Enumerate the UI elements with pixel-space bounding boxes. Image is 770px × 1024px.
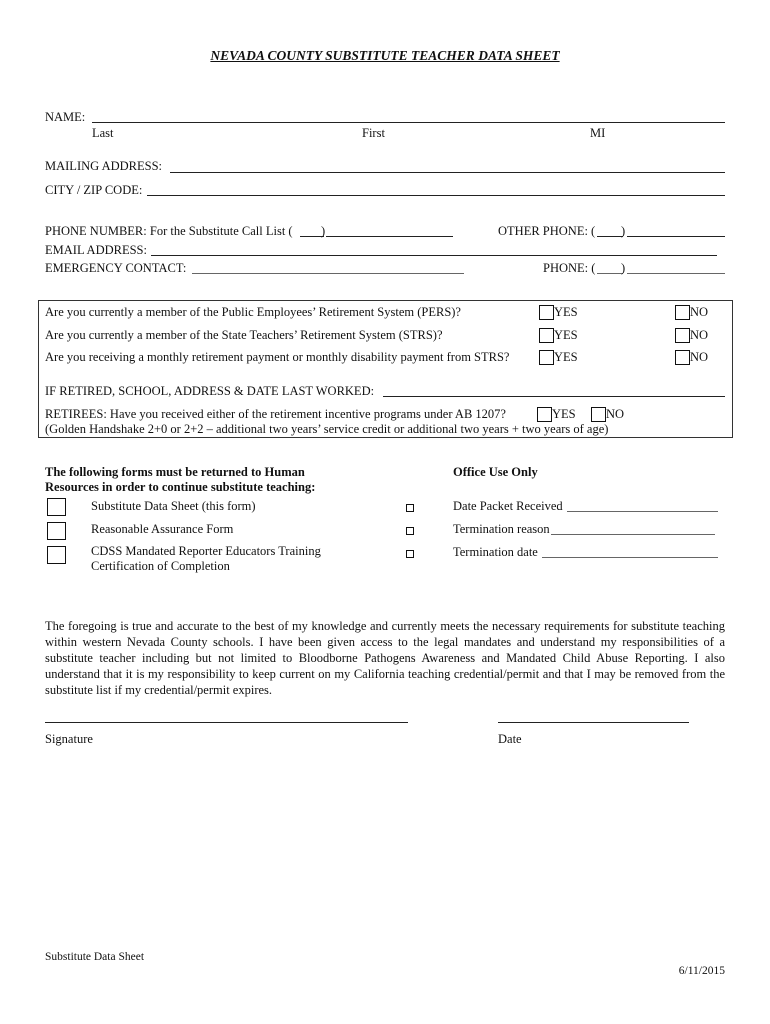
office-termination-date-field[interactable] xyxy=(542,557,718,558)
forms-heading-line2: Resources in order to continue substitute teaching: xyxy=(45,480,316,494)
form-item-checkbox-data-sheet[interactable] xyxy=(47,498,66,516)
phone-number-field[interactable] xyxy=(326,236,453,237)
office-date-received-field[interactable] xyxy=(567,511,718,512)
email-field[interactable] xyxy=(151,255,717,256)
emergency-contact-field[interactable] xyxy=(192,273,464,274)
payment-yes-checkbox[interactable] xyxy=(539,350,554,365)
emergency-phone-area-code-field[interactable] xyxy=(597,273,623,274)
strs-no-label: NO xyxy=(690,328,709,342)
other-phone-area-code-field[interactable] xyxy=(597,236,623,237)
retirees-no-label: NO xyxy=(606,407,625,421)
retired-info-field[interactable] xyxy=(383,396,725,397)
city-zip-field[interactable] xyxy=(147,195,725,196)
phone-label: PHONE NUMBER: For the Substitute Call List ( xyxy=(45,224,293,238)
payment-yes-label: YES xyxy=(554,350,578,364)
other-phone-number-field[interactable] xyxy=(627,236,725,237)
mailing-address-field[interactable] xyxy=(170,172,725,173)
pers-yes-label: YES xyxy=(554,305,578,319)
form-item-cdss-line2: Certification of Completion xyxy=(91,559,230,573)
retirees-yes-label: YES xyxy=(552,407,576,421)
office-item-termination-date: Termination date xyxy=(453,545,538,559)
name-field[interactable] xyxy=(92,122,725,123)
strs-question: Are you currently a member of the State Teachers’ Retirement System (STRS)? xyxy=(45,328,443,342)
footer-revision-date: 6/11/2015 xyxy=(678,965,725,977)
form-item-assurance: Reasonable Assurance Form xyxy=(91,522,234,536)
office-checkbox-termination-date[interactable] xyxy=(406,550,414,558)
retirees-question: RETIREES: Have you received either of the retirement incentive programs under AB 1207? xyxy=(45,407,506,421)
form-item-checkbox-cdss[interactable] xyxy=(47,546,66,564)
phone-paren-close: ) xyxy=(321,224,326,238)
retirees-yes-checkbox[interactable] xyxy=(537,407,552,422)
form-item-data-sheet: Substitute Data Sheet (this form) xyxy=(91,499,256,513)
office-use-heading: Office Use Only xyxy=(453,465,538,479)
office-termination-reason-field[interactable] xyxy=(551,534,715,535)
certification-statement: The foregoing is true and accurate to the best of my knowledge and currently meets the necessary requirements for substitute teaching within western Nevada County schools. I have been given access to the legal mandates and understand my responsibilities of a substitute teacher including but not limited to Bloodborne Pathogens Awareness and Mandated Child Abuse Reporting. I also understand that it is my responsibility to keep current on my California teaching credential/permit and that I may be removed from the substitute list if my credential/permit expires. xyxy=(45,619,725,697)
name-label: NAME: xyxy=(45,110,86,124)
emergency-contact-label: EMERGENCY CONTACT: xyxy=(45,261,187,275)
footer-form-name: Substitute Data Sheet xyxy=(45,951,145,963)
name-first-caption: First xyxy=(362,126,385,140)
payment-question: Are you receiving a monthly retirement payment or monthly disability payment from STRS? xyxy=(45,350,510,364)
office-item-termination-reason: Termination reason xyxy=(453,522,550,536)
email-label: EMAIL ADDRESS: xyxy=(45,243,147,257)
signature-field[interactable] xyxy=(45,722,408,723)
page-title: NEVADA COUNTY SUBSTITUTE TEACHER DATA SHEET xyxy=(210,48,560,63)
name-mi-caption: MI xyxy=(590,126,606,140)
office-item-date-received: Date Packet Received xyxy=(453,499,563,513)
emergency-phone-paren-close: ) xyxy=(621,261,626,275)
date-label: Date xyxy=(498,732,522,746)
office-checkbox-date-received[interactable] xyxy=(406,504,414,512)
retired-info-label: IF RETIRED, SCHOOL, ADDRESS & DATE LAST WORKED: xyxy=(45,384,375,398)
pers-no-checkbox[interactable] xyxy=(675,305,690,320)
retirees-no-checkbox[interactable] xyxy=(591,407,606,422)
mailing-address-label: MAILING ADDRESS: xyxy=(45,159,163,173)
form-item-cdss: CDSS Mandated Reporter Educators Training xyxy=(91,544,321,558)
form-item-checkbox-assurance[interactable] xyxy=(47,522,66,540)
strs-yes-label: YES xyxy=(554,328,578,342)
golden-handshake-note: (Golden Handshake 2+0 or 2+2 – additional two years’ service credit or additional two years + two years of age) xyxy=(45,422,609,436)
office-checkbox-termination-reason[interactable] xyxy=(406,527,414,535)
payment-no-checkbox[interactable] xyxy=(675,350,690,365)
other-phone-label: OTHER PHONE: ( xyxy=(498,224,596,238)
city-zip-label: CITY / ZIP CODE: xyxy=(45,183,143,197)
strs-no-checkbox[interactable] xyxy=(675,328,690,343)
other-phone-paren-close: ) xyxy=(621,224,626,238)
pers-question: Are you currently a member of the Public Employees’ Retirement System (PERS)? xyxy=(45,305,461,319)
forms-heading-line1: The following forms must be returned to Human xyxy=(45,465,305,479)
pers-yes-checkbox[interactable] xyxy=(539,305,554,320)
emergency-phone-label: PHONE: ( xyxy=(543,261,596,275)
pers-no-label: NO xyxy=(690,305,709,319)
strs-yes-checkbox[interactable] xyxy=(539,328,554,343)
emergency-phone-number-field[interactable] xyxy=(627,273,725,274)
payment-no-label: NO xyxy=(690,350,709,364)
name-last-caption: Last xyxy=(92,126,114,140)
date-field[interactable] xyxy=(498,722,689,723)
signature-label: Signature xyxy=(45,732,93,746)
